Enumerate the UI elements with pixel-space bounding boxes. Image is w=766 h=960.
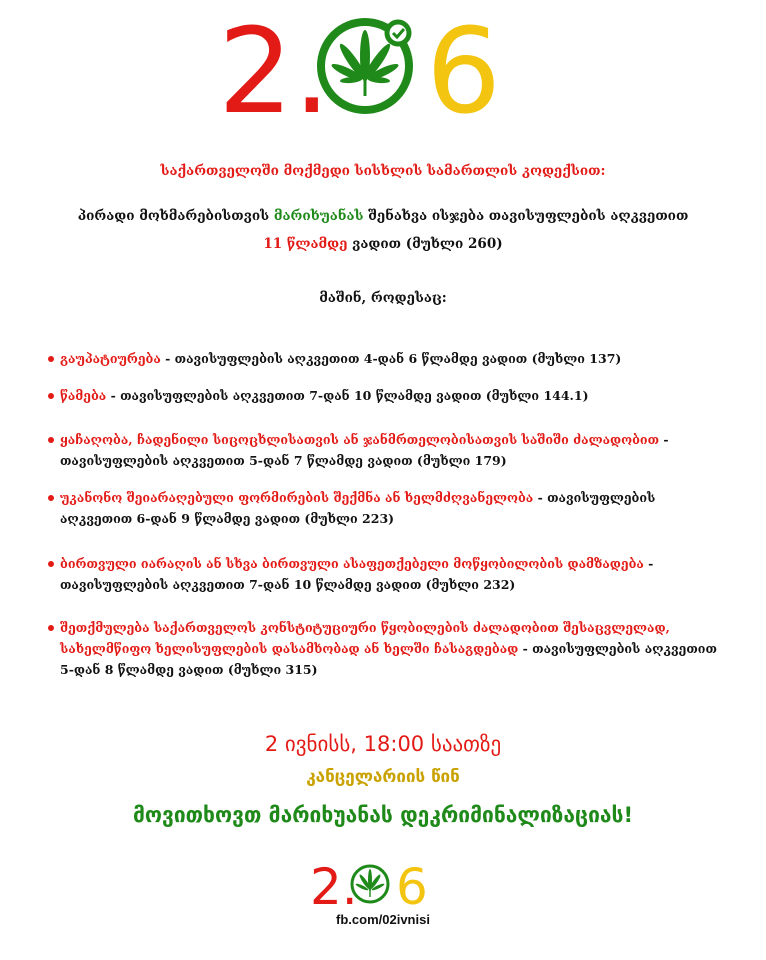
crime-penalty: - თავისუფლების აღკვეთით 5-დან 7 წლამდე ვადით (მუხლი 179) (60, 432, 669, 468)
list-item (48, 617, 728, 680)
intro-line-3 (0, 236, 766, 252)
crime-name: ბირთვული იარაღის ან სხვა ბირთვული ასაფეთქებელი მოწყობილობის დამზადება (60, 556, 644, 571)
crime-name: გაუპატიურება (60, 351, 161, 366)
intro-line-2-c: შენახვა ისჯება თავისუფლების აღკვეთით (363, 208, 689, 224)
bullet-dot (48, 625, 54, 631)
crime-penalty: - თავისუფლების აღკვეთით 5-დან 8 წლამდე ვადით (მუხლი 315) (60, 641, 717, 677)
list-item (48, 487, 728, 529)
cannabis-leaf-icon-small (352, 866, 388, 902)
logo-digit-6: 6 (426, 2, 502, 140)
crime-name: ყაჩაღობა, ჩადენილი სიცოცხლისათვის ან ჯანმრთელობისათვის საშიში ძალადობით (60, 432, 660, 447)
list-item (48, 553, 728, 595)
logo-digit-2: 2. (218, 2, 331, 140)
crime-penalty: - თავისუფლების აღკვეთით 7-დან 10 წლამდე ვადით (მუხლი 232) (60, 556, 654, 592)
crime-name: წამება (60, 388, 107, 403)
event-date: 2 ივნისს, 18:00 საათზე (264, 732, 502, 756)
call-to-action: მოვითხოვთ მარიხუანას დეკრიმინალიზაციას! (132, 803, 634, 827)
crime-penalty: - თავისუფლების აღკვეთით 4-დან 6 წლამდე ვადით (მუხლი 137) (160, 351, 622, 366)
list-item (48, 429, 728, 471)
intro-marijuana: მარიხუანას (273, 208, 364, 224)
intro-term: 11 წლამდე (263, 236, 348, 252)
bullet-dot (48, 356, 54, 362)
crime-name: უკანონო შეიარაღებული ფორმირების შექმნა ან ხელმძღვანელობა (60, 490, 534, 505)
logo-2-06 (218, 2, 508, 140)
intro-line-2 (0, 208, 766, 224)
event-place: კანცელარიის წინ (306, 767, 460, 787)
bullet-dot (48, 495, 54, 501)
bullet-dot (48, 561, 54, 567)
logo-digit-2-small: 2. (310, 858, 358, 916)
logo-digit-6-small: 6 (396, 858, 428, 916)
intro-line-3-b: ვადით (მუხლი 260) (347, 236, 503, 252)
intro-heading: საქართველოში მოქმედი სისხლის სამართლის კოდექსით: (160, 163, 606, 179)
list-item (48, 348, 728, 369)
intro-while: მაშინ, როდესაც: (319, 290, 447, 306)
cannabis-leaf-icon (321, 22, 409, 110)
bullet-dot (48, 437, 54, 443)
logo-2-06-small (310, 858, 428, 916)
bullet-dot (48, 393, 54, 399)
facebook-link[interactable]: fb.com/02ivnisi (336, 912, 430, 927)
crime-penalty: - თავისუფლების აღკვეთით 6-დან 9 წლამდე ვადით (მუხლი 223) (60, 490, 656, 526)
crime-name: შეთქმულება საქართველოს კონსტიტუციური წყობილების ძალადობით შესაცვლელად, სახელმწიფო ხელისუფლების დასამხობად ან ხელში ჩასაგდებად (60, 620, 670, 656)
intro-line-2-a: პირადი მოხმარებისთვის (77, 208, 274, 224)
crime-penalty: - თავისუფლების აღკვეთით 7-დან 10 წლამდე ვადით (მუხლი 144.1) (106, 388, 589, 403)
list-item (48, 385, 728, 406)
